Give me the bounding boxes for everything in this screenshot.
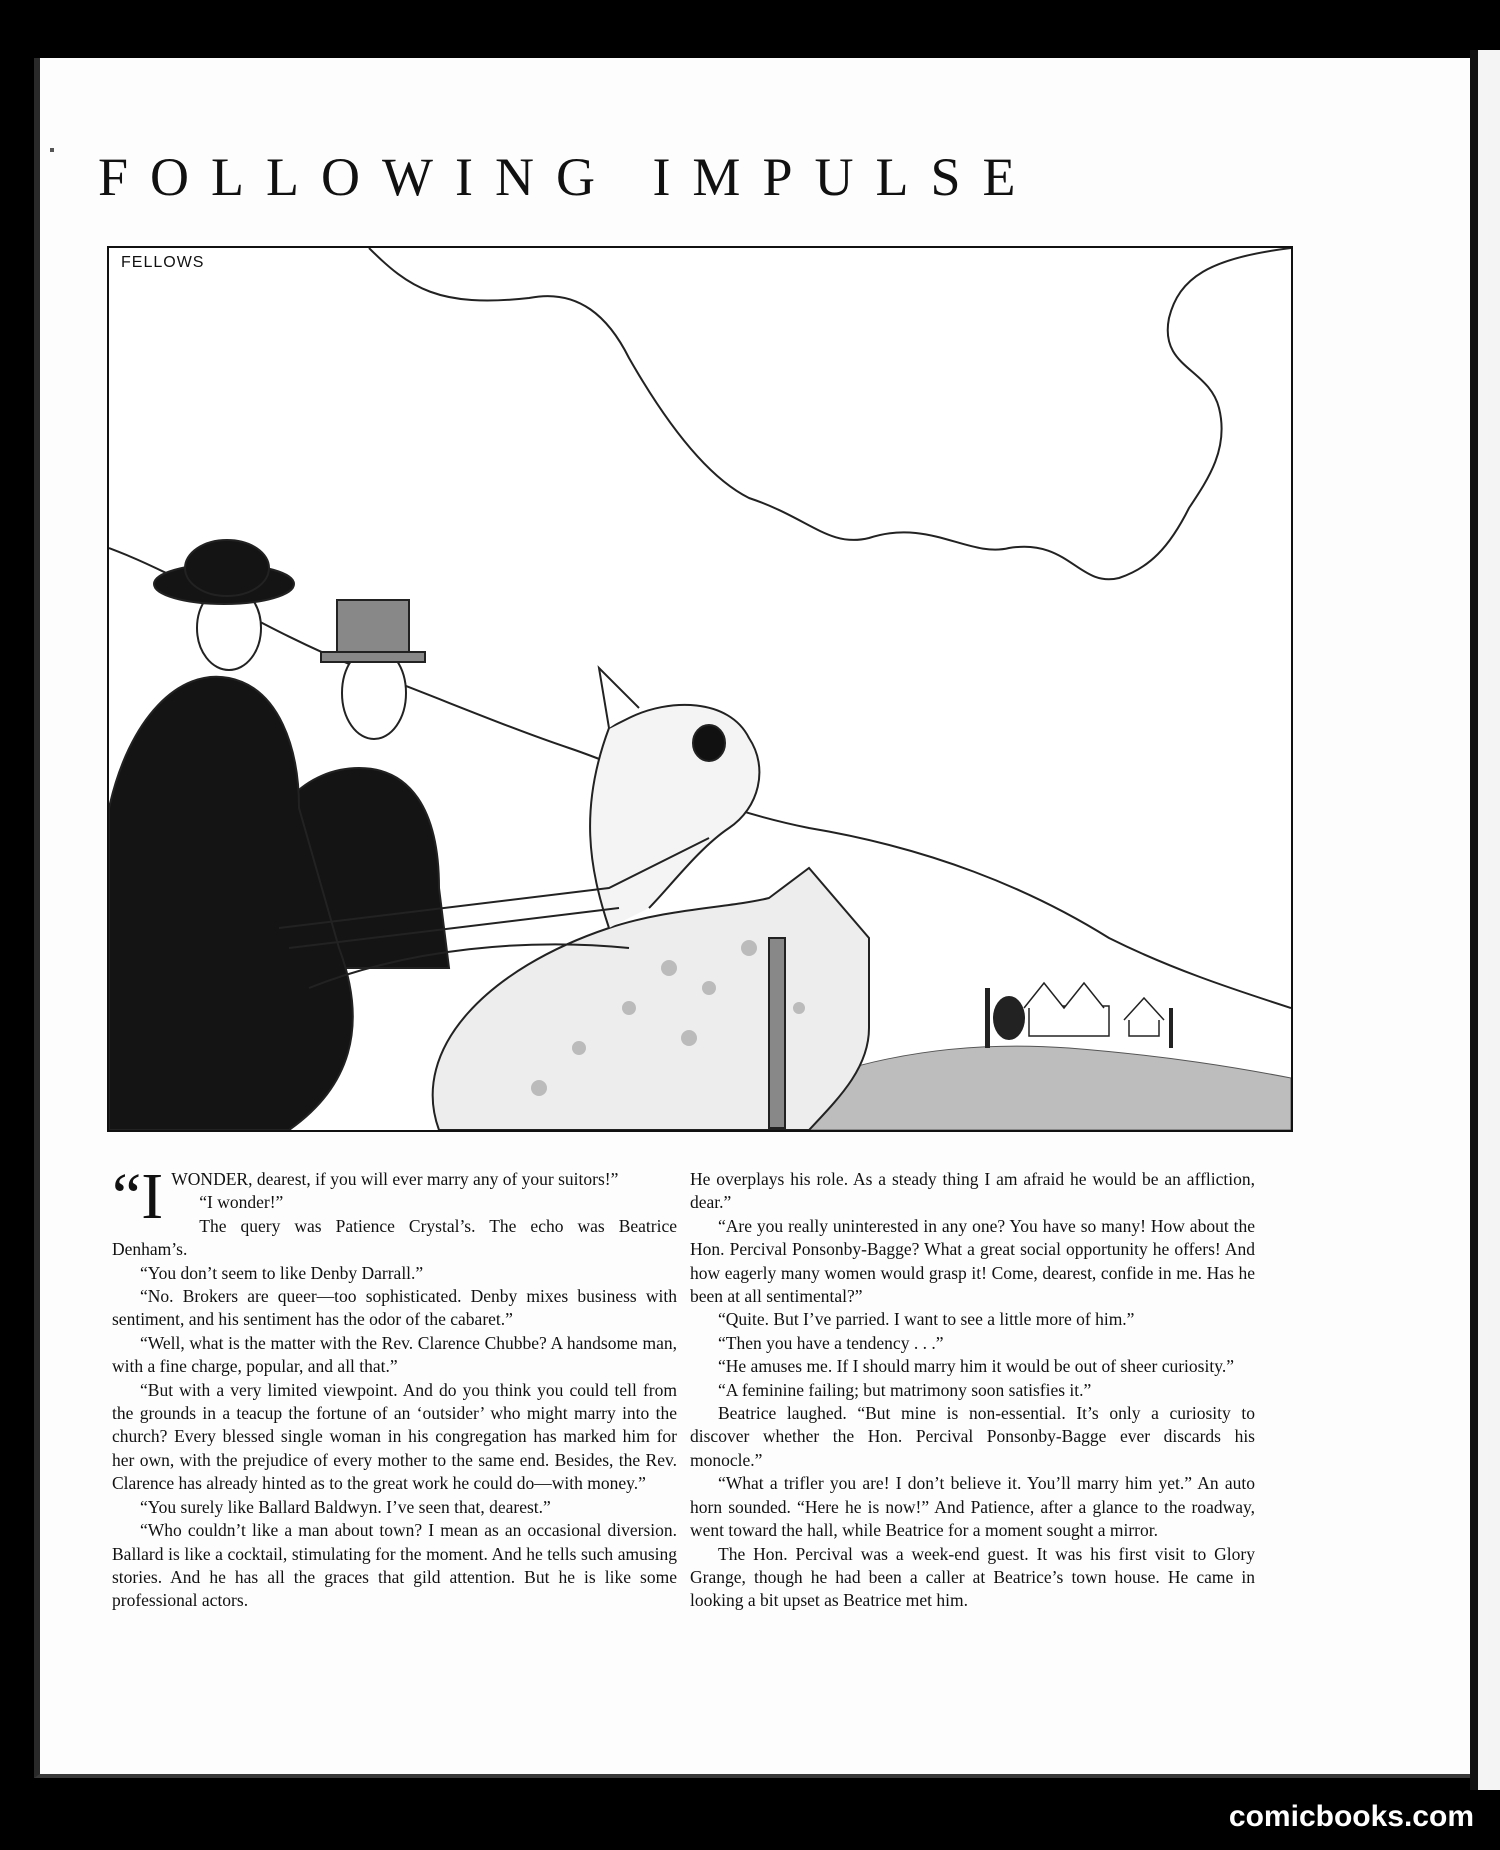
village [1024,983,1164,1036]
paragraph-text: “You surely like Ballard Baldwyn. I’ve seen that, dearest.” [140,1496,551,1517]
paragraph [690,1355,1255,1378]
paragraph [112,1332,677,1379]
paragraph-text: “I wonder!” [199,1192,284,1213]
site-watermark: comicbooks.com [1228,1800,1474,1833]
paragraph-text: “He amuses me. If I should marry him it would be out of sheer curiosity.” [718,1356,1234,1377]
paragraph-text: “No. Brokers are queer—too sophisticated. Denby mixes business with sentiment, and his sentiment has the odor of the cabaret.” [112,1286,677,1330]
paragraph-text: “Are you really uninterested in any one? You have so many! How about the Hon. Percival Ponsonby-Bagge? What a great social opportunity he offers! And how eagerly many women would grasp it! Come, dearest, confide in me. Has he been at all sentimental?” [690,1215,1255,1307]
paragraph [690,1308,1255,1331]
paragraph [690,1402,1255,1472]
paragraph [112,1215,677,1262]
paragraph [690,1168,1255,1215]
paragraph-text: “A feminine failing; but matrimony soon satisfies it.” [718,1379,1092,1400]
paragraph [690,1215,1255,1309]
paragraph [112,1285,677,1332]
illustration-panel [107,246,1293,1132]
paragraph [690,1332,1255,1355]
paragraph [112,1262,677,1285]
cloud-outline [369,248,1291,579]
paragraph [112,1379,677,1496]
paragraph [690,1379,1255,1402]
paragraph-text: “Who couldn’t like a man about town? I mean as an occasional diversion. Ballard is like a cocktail, stimulating for the moment. And he tells such amusing stories. And he has all the graces that gild attention. But he is like some professional actors. [112,1520,677,1611]
paragraph [112,1519,677,1613]
paragraph-text: “But with a very limited viewpoint. And do you think you could tell from the grounds in a teacup the fortune of an ‘outsider’ who might marry into the church? Every blessed single woman in his congregation has marked him for her own, with the prejudice of every mother to the same end. Besides, the Rev. Clarence has already hinted as to the great work he could do—with money.” [112,1379,677,1494]
magazine-page [34,58,1470,1778]
right-text-column [690,1168,1255,1613]
paragraph-text: He overplays his role. As a steady thing I am afraid he would be an affliction, dear.” [690,1169,1255,1213]
drop-cap: “I [112,1160,164,1233]
paragraph-text: “You don’t seem to like Denby Darrall.” [140,1262,424,1283]
paragraph [690,1472,1255,1542]
paragraph [112,1496,677,1519]
paragraph-text: WONDER, dearest, if you will ever marry any of your suitors!” [171,1169,619,1189]
paragraph [112,1191,677,1214]
adjacent-page-edge [1470,50,1500,1790]
paragraph [690,1543,1255,1613]
paragraph [112,1160,677,1233]
article-title: FOLLOWING IMPULSE [98,147,1038,207]
horse [433,668,869,1130]
paragraph-text: “What a trifler you are! I don’t believe it. You’ll marry him yet.” An auto horn sounded. “Here he is now!” And Patience, after a glance to the roadway, went toward the hall, while Beatrice for a moment sought a mirror. [690,1473,1255,1541]
paragraph-text: The query was Patience Crystal’s. The echo was Beatrice Denham’s. [112,1215,677,1260]
left-text-column [112,1160,677,1613]
paragraph-text: “Well, what is the matter with the Rev. Clarence Chubbe? A handsome man, with a fine charge, popular, and all that.” [112,1332,677,1377]
paragraph-text: Beatrice laughed. “But mine is non-essential. It’s only a curiosity to discover whether the Hon. Percival Ponsonby-Bagge ever discards his monocle.” [690,1403,1255,1470]
paragraph-text: The Hon. Percival was a week-end guest. It was his first visit to Glory Grange, though he had been a caller at Beatrice’s town house. He came in looking a bit upset as Beatrice met him. [690,1543,1255,1611]
riders-illustration [109,248,1291,1130]
paragraph-text: “Quite. But I’ve parried. I want to see a little more of him.” [718,1309,1135,1330]
paragraph-text: “Then you have a tendency . . .” [718,1332,944,1353]
page-edge-mark [50,148,54,152]
illustrator-signature: FELLOWS [121,254,205,271]
